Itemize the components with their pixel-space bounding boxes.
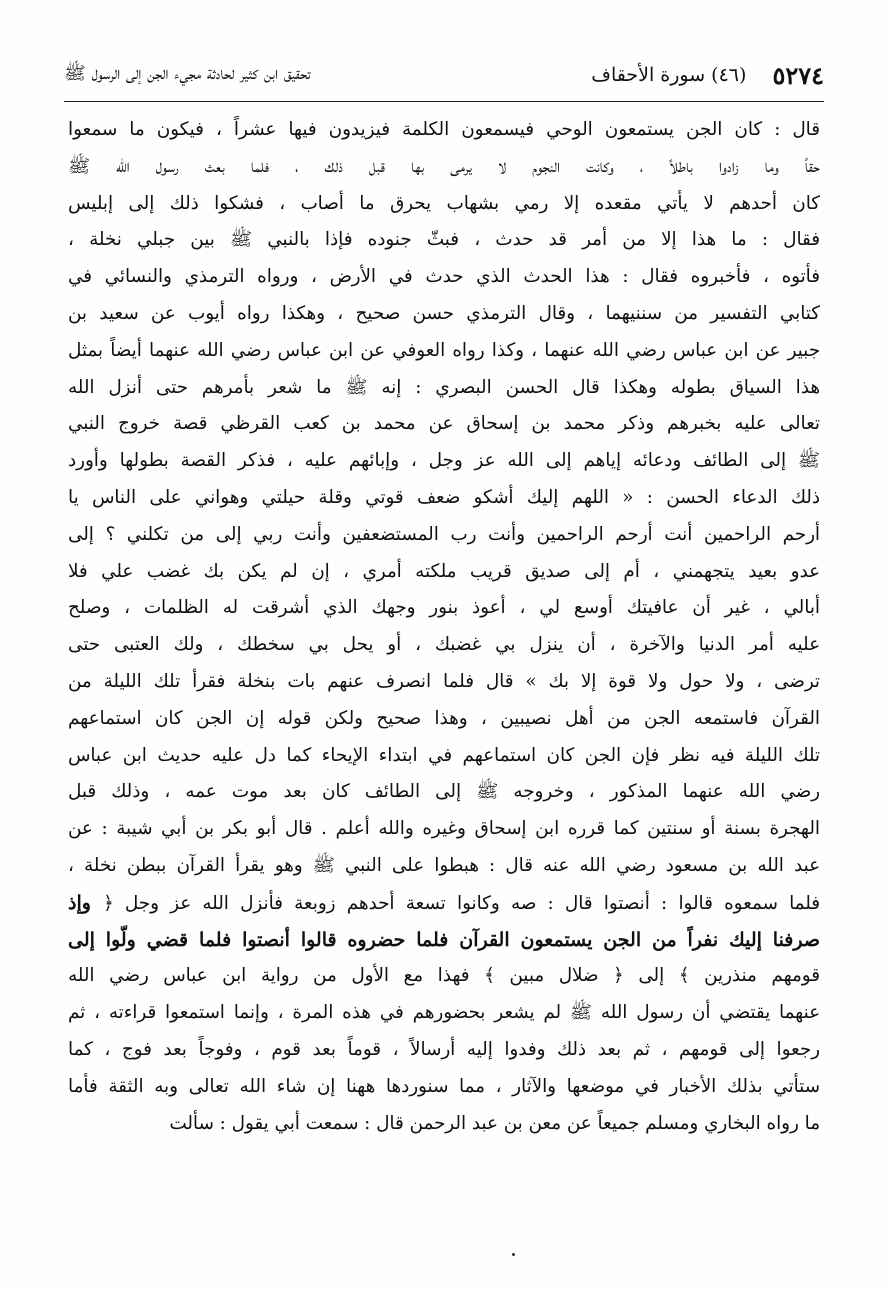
text-line: ذلك الدعاء الحسن : « اللهم إليك أشكو ضعف قوتي وقلة حيلتي وهواني على الناس يا [68,486,820,508]
line-segment: فلما سمعوه قالوا : أنصتوا قال : صه وكانوا تسعة أحدهم زوبعة فأنزل الله عز وجل ﴿ [102,892,820,914]
text-line: أرحم الراحمين أنت أرحم الراحمين وأنت رب المستضعفين وأنت ربي إلى من تكلني ؟ إلى [68,523,820,545]
text-line: هذا السياق بطوله وهكذا قال الحسن البصري : إنه ﷺ ما شعر بأمرهم حتى أنزل الله [68,376,820,398]
text-line: تعالى عليه بخبرهم وذكر محمد بن إسحاق عن محمد بن كعب القرظي قصة خروج النبي [68,413,820,435]
header-divider [64,101,824,102]
text-line: عليه أمر الدنيا والآخرة ، أن ينزل بي غضبك ، أو يحل بي سخطك ، ولك العتبى حتى [68,634,820,656]
text-line: فقال : ما هذا إلا من أمر قد حدث ، فبثّ جنوده فإذا بالنبي ﷺ بين جبلي نخلة ، [68,229,820,251]
text-line: رجعوا إلى قومهم ، ثم بعد ذلك وفدوا إليه أرسالاً ، قوماً بعد قوم ، وفوجاً بعد فوج ، كما [68,1038,820,1060]
page-header [64,54,824,96]
text-line: ﷺ إلى الطائف ودعائه إياهم إلى الله عز وجل ، وإبائهم عليه ، فذكر القصة بطولها وأورد [68,450,820,472]
text-line: ترضى ، ولا حول ولا قوة إلا بك » قال فلما انصرف عنهم بات بنخلة فقرأ تلك الليلة من [68,670,820,692]
text-line: عنهما يقتضي أن رسول الله ﷺ لم يشعر بحضورهم في هذه المرة ، وإنما استمعوا قراءته ، ثم [68,1002,820,1024]
text-line: القرآن فاستمعه الجن من أهل نصيبين ، وهذا صحيح ولكن قوله إن الجن كان استماعهم [68,707,820,729]
body-text [68,112,820,1142]
text-line: عدو بعيد يتجهمني ، أم إلى صديق قريب ملكته أمري ، إن لم يكن بك غضب علي فلا [68,560,820,582]
text-line: كان أحدهم لا يأتي مقعده إلا رمي بشهاب يحرق ما أصاب ، فشكوا ذلك إلى إبليس [68,192,820,214]
quran-verse-segment: وإذ [68,891,103,914]
text-line: عبد الله بن مسعود رضي الله عنه قال : هبطوا على النبي ﷺ وهو يقرأ القرآن ببطن نخلة ، [68,854,820,876]
text-line: قومهم منذرين ﴾ إلى ﴿ ضلال مبين ﴾ فهذا مع الأول من رواية ابن عباس رضي الله [68,965,820,987]
page-number: ٥٢٧٤ [772,60,824,90]
text-line: فأتوه ، فأخبروه فقال : هذا الحدث الذي حدث في الأرض ، ورواه الترمذي والنسائي في [68,266,820,288]
surah-label: (٤٦) سورة الأحقاف [591,64,747,86]
chapter-title: تحقيق ابن كثير لحادثة مجيء الجن إلى الرسول ﷺ [64,63,311,84]
text-line: ستأتي بذلك الأخبار في موضعها والآثار ، مما سنوردها ههنا إن شاء الله تعالى وبه الثقة فأما [68,1075,820,1097]
text-line: تلك الليلة فيه نظر فإن الجن كان استماعهم في ابتداء الإيحاء كما دل عليه حديث ابن عباس [68,744,820,766]
text-line: ما رواه البخاري ومسلم جميعاً عن معن بن عبد الرحمن قال : سمعت أبي يقول : سألت [169,1112,820,1134]
text-line: قال : كان الجن يستمعون الوحي فيسمعون الكلمة فيزيدون فيها عشراً ، فيكون ما سمعوا [68,119,820,140]
text-line: الهجرة بسنة أو سنتين كما قرره ابن إسحاق وغيره والله أعلم . قال أبو بكر بن أبي شيبة : عن [68,818,820,840]
footer-dot [512,1253,515,1256]
text-line: جبير عن ابن عباس رضي الله عنهما ، وكذا رواه العوفي عن ابن عباس رضي الله عنهما أيضاً بمثل [68,339,820,361]
text-line [68,885,820,922]
text-line: كتابي التفسير من سننيهما ، وقال الترمذي حسن صحيح ، وهكذا رواه أيوب عن سعيد بن [68,302,820,324]
text-line: حقاً وما زادوا باطلاً ، وكانت النجوم لا يرمى بها قبل ذلك ، فلما بعث رسول الله ﷺ [68,155,820,177]
text-line: أبالي ، غير أن عافيتك أوسع لي ، أعوذ بنور وجهك الذي أشرقت له الظلمات ، وصلح [68,597,820,619]
text-line: رضي الله عنهما المذكور ، وخروجه ﷺ إلى الطائف كان بعد موت عمه ، وذلك قبل [68,781,820,803]
text-line: صرفنا إليك نفراً من الجن يستمعون القرآن فلما حضروه قالوا أنصتوا فلما قضي ولّوا إلى [68,928,820,951]
